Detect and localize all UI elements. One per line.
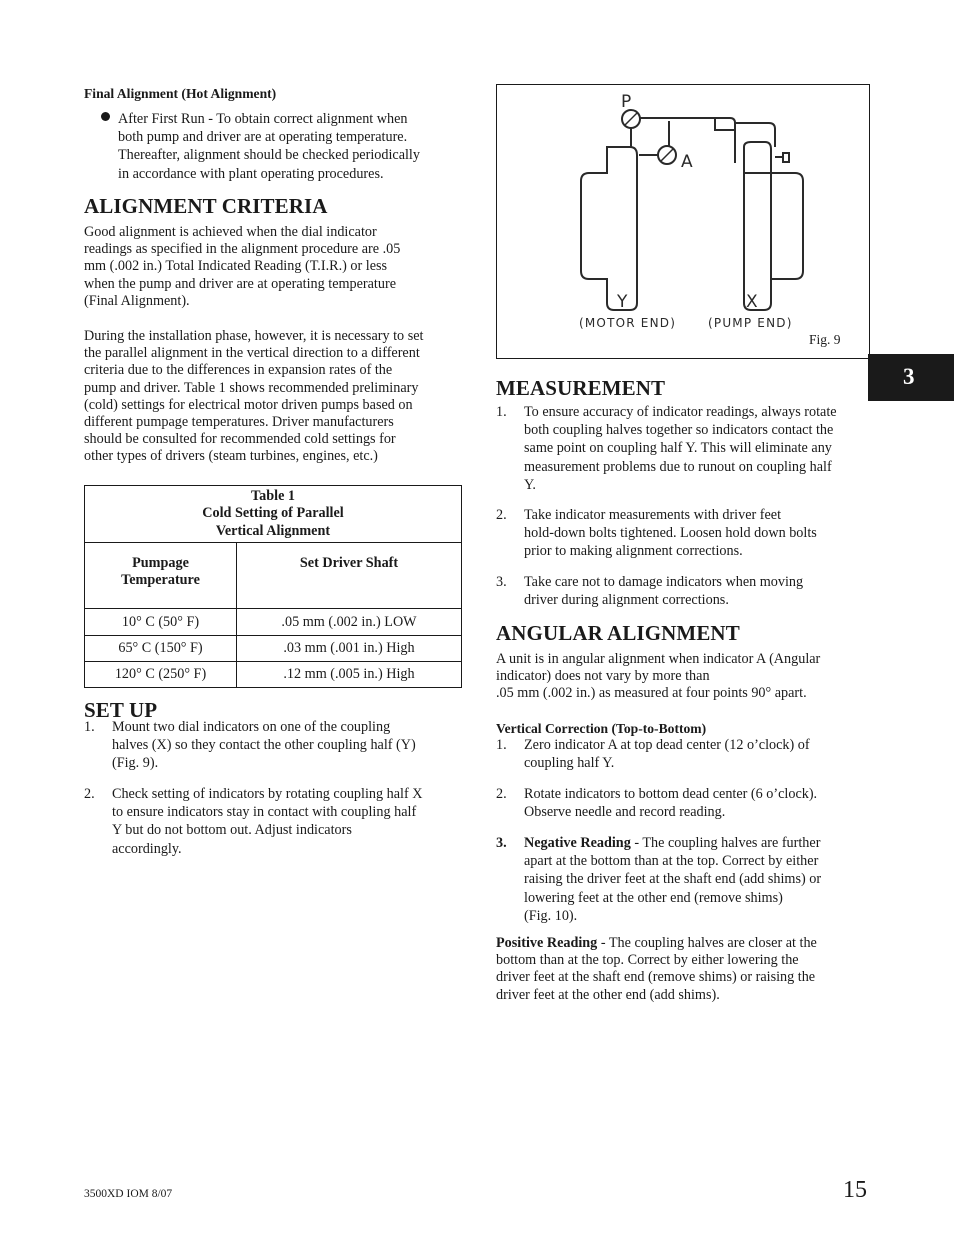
- figure-9: [496, 84, 870, 359]
- header-line: Temperature: [121, 572, 200, 588]
- line: halves (X) so they contact the other coupling half (Y): [112, 737, 416, 754]
- line: different pumpage temperatures. Driver manufacturers: [84, 414, 394, 431]
- line: Y but do not bottom out. Adjust indicators: [112, 822, 352, 839]
- final-alignment-heading: Final Alignment (Hot Alignment): [84, 86, 277, 101]
- line: [496, 935, 817, 952]
- line: Zero indicator A at top dead center (12 o’clock) of: [524, 737, 810, 753]
- line: (Fig. 10).: [524, 907, 578, 924]
- line: indicator) does not vary by more than: [496, 668, 710, 685]
- line: (Final Alignment).: [84, 292, 190, 309]
- item-text: [524, 573, 803, 609]
- figure-caption: Fig. 9: [809, 332, 841, 347]
- line: Take care not to damage indicators when moving: [524, 574, 804, 590]
- label-pump-end: (PUMP END): [708, 316, 793, 330]
- item-number: 3.: [496, 835, 507, 851]
- item-number: 3.: [496, 574, 507, 590]
- measurement-item-3: [496, 573, 876, 613]
- line: After First Run - To obtain correct alignment when: [118, 111, 408, 127]
- measurement-heading: MEASUREMENT: [496, 376, 666, 400]
- line: prior to making alignment corrections.: [524, 543, 743, 560]
- line: Good alignment is achieved when the dial indicator: [84, 224, 377, 240]
- item-number: 1.: [496, 404, 507, 420]
- line: driver feet at the shaft end (remove shims) or raising the: [496, 969, 816, 986]
- line: Check setting of indicators by rotating coupling half X: [112, 786, 423, 802]
- line: During the installation phase, however, it is necessary to set: [84, 328, 424, 344]
- line: driver during alignment corrections.: [524, 592, 729, 609]
- line: accordingly.: [112, 840, 182, 857]
- item-number: 2.: [496, 786, 507, 802]
- line: Y.: [524, 476, 536, 493]
- label-x: X: [746, 292, 758, 312]
- item-number: 2.: [84, 786, 95, 802]
- line: other types of drivers (steam turbines, engines, etc.): [84, 448, 378, 465]
- item-text: [524, 736, 810, 772]
- line: [524, 834, 821, 852]
- setup-item-1: [84, 718, 464, 778]
- positive-reading-paragraph: [496, 935, 817, 1004]
- line: in accordance with plant operating procedures.: [118, 165, 384, 182]
- line: hold-down bolts tightened. Loosen hold down bolts: [524, 525, 817, 542]
- table-title-line: Table 1: [250, 487, 296, 504]
- measurement-item-2: [496, 506, 876, 564]
- line: raising the driver feet at the shaft end (add shims) or: [524, 871, 822, 888]
- vertical-correction-heading: Vertical Correction (Top-to-Bottom): [496, 721, 707, 736]
- line: mm (.002 in.) Total Indicated Reading (T.I.R.) or less: [84, 258, 388, 275]
- coupling-half-y: [581, 147, 637, 310]
- item-number: 1.: [84, 719, 95, 735]
- table-cell: .03 mm (.001 in.) High: [237, 636, 462, 662]
- section-tab: [868, 354, 954, 401]
- item-text: [524, 834, 821, 925]
- line: same point on coupling half Y. This will eliminate any: [524, 440, 832, 457]
- alignment-criteria-heading: ALIGNMENT CRITERIA: [84, 194, 328, 218]
- line: both pump and driver are at operating temperature.: [118, 129, 408, 146]
- line: Mount two dial indicators on one of the coupling: [112, 719, 391, 735]
- line: when the pump and driver are at operating temperature: [84, 275, 396, 292]
- vertical-item-3: [496, 834, 876, 929]
- item-number: 1.: [496, 737, 507, 753]
- line: Take indicator measurements with driver feet: [524, 507, 782, 523]
- clamp-block: [715, 118, 735, 130]
- positive-reading-label: Positive Reading: [496, 935, 598, 951]
- criteria-paragraph-2: [84, 328, 423, 466]
- line: To ensure accuracy of indicator readings, always rotate: [524, 404, 837, 420]
- table-cell: 65° C (150° F): [85, 636, 237, 662]
- line: Observe needle and record reading.: [524, 804, 726, 821]
- clamp-screw: [775, 153, 789, 162]
- item-text: [524, 785, 817, 821]
- table-row: [85, 636, 462, 662]
- table-title-line: Cold Setting of Parallel: [202, 505, 344, 522]
- line: Rotate indicators to bottom dead center (6 o’clock).: [524, 786, 818, 802]
- setup-item-2: [84, 785, 464, 865]
- line: pump and driver. Table 1 shows recommended preliminary: [84, 379, 419, 396]
- footer-doc-code: 3500XD IOM 8/07: [84, 1188, 173, 1200]
- table-title-row: [85, 486, 462, 543]
- table-cell: .05 mm (.002 in.) LOW: [237, 609, 462, 636]
- vertical-item-1: [496, 736, 876, 776]
- angular-paragraph: [496, 651, 820, 703]
- table-header-row: [85, 543, 462, 609]
- coupling-half-x: [744, 147, 803, 310]
- line-rest: - The coupling halves are further: [630, 835, 821, 851]
- criteria-paragraph-1: [84, 224, 400, 310]
- angular-alignment-heading: ANGULAR ALIGNMENT: [496, 621, 740, 645]
- coupling-half-x-hub: [744, 142, 771, 279]
- table-cell: .12 mm (.005 in.) High: [237, 662, 462, 688]
- line: coupling half Y.: [524, 755, 615, 772]
- line: bottom than at the top. Correct by either lowering the: [496, 952, 799, 969]
- line: apart at the bottom than at the top. Correct by either: [524, 853, 819, 870]
- line: both coupling halves together so indicators contact the: [524, 422, 834, 439]
- line: A unit is in angular alignment when indicator A (Angular: [496, 651, 821, 667]
- line: readings as specified in the alignment procedure are .05: [84, 241, 401, 258]
- final-alignment-bullet-text: [118, 110, 420, 183]
- table-row: [85, 609, 462, 636]
- line: measurement problems due to runout on coupling half: [524, 458, 832, 475]
- line: (Fig. 9).: [112, 755, 159, 772]
- section-tab-number: 3: [903, 364, 915, 389]
- item-text: [524, 506, 817, 561]
- item-text: [112, 718, 416, 773]
- vertical-item-2: [496, 785, 876, 825]
- line: .05 mm (.002 in.) as measured at four points 90° apart.: [496, 685, 807, 702]
- item-number: 2.: [496, 507, 507, 523]
- table-1: [84, 485, 462, 688]
- line: Thereafter, alignment should be checked periodically: [118, 147, 420, 164]
- table-title: [85, 486, 462, 543]
- column-header-temperature: [85, 543, 237, 609]
- line: should be consulted for recommended cold settings for: [84, 431, 396, 448]
- column-header-shaft: Set Driver Shaft: [237, 543, 462, 609]
- table-row: [85, 662, 462, 688]
- label-a: A: [681, 152, 693, 172]
- line-rest: - The coupling halves are closer at the: [597, 935, 817, 951]
- label-y: Y: [617, 292, 628, 312]
- label-p: P: [621, 92, 632, 112]
- negative-reading-label: Negative Reading: [524, 835, 631, 851]
- coupling-diagram: [497, 85, 869, 358]
- line: lowering feet at the other end (remove shims): [524, 889, 783, 906]
- line: driver feet at the other end (add shims).: [496, 986, 720, 1003]
- table-title-line: Vertical Alignment: [215, 522, 331, 539]
- label-motor-end: (MOTOR END): [579, 316, 677, 330]
- table-cell: 120° C (250° F): [85, 662, 237, 688]
- line: criteria due to the differences in expansion rates of the: [84, 362, 393, 379]
- line: (cold) settings for electrical motor driven pumps based on: [84, 396, 413, 413]
- line: the parallel alignment in the vertical direction to a different: [84, 345, 420, 362]
- measurement-item-1: [496, 403, 876, 498]
- table-cell: 10° C (50° F): [85, 609, 237, 636]
- item-text: [524, 403, 837, 494]
- bullet-dot: [101, 112, 110, 121]
- page-number: 15: [843, 1177, 867, 1203]
- line: to ensure indicators stay in contact with coupling half: [112, 804, 417, 821]
- item-text: [112, 785, 422, 858]
- set-up-heading: SET UP: [84, 698, 158, 722]
- header-line: Pumpage: [132, 555, 189, 571]
